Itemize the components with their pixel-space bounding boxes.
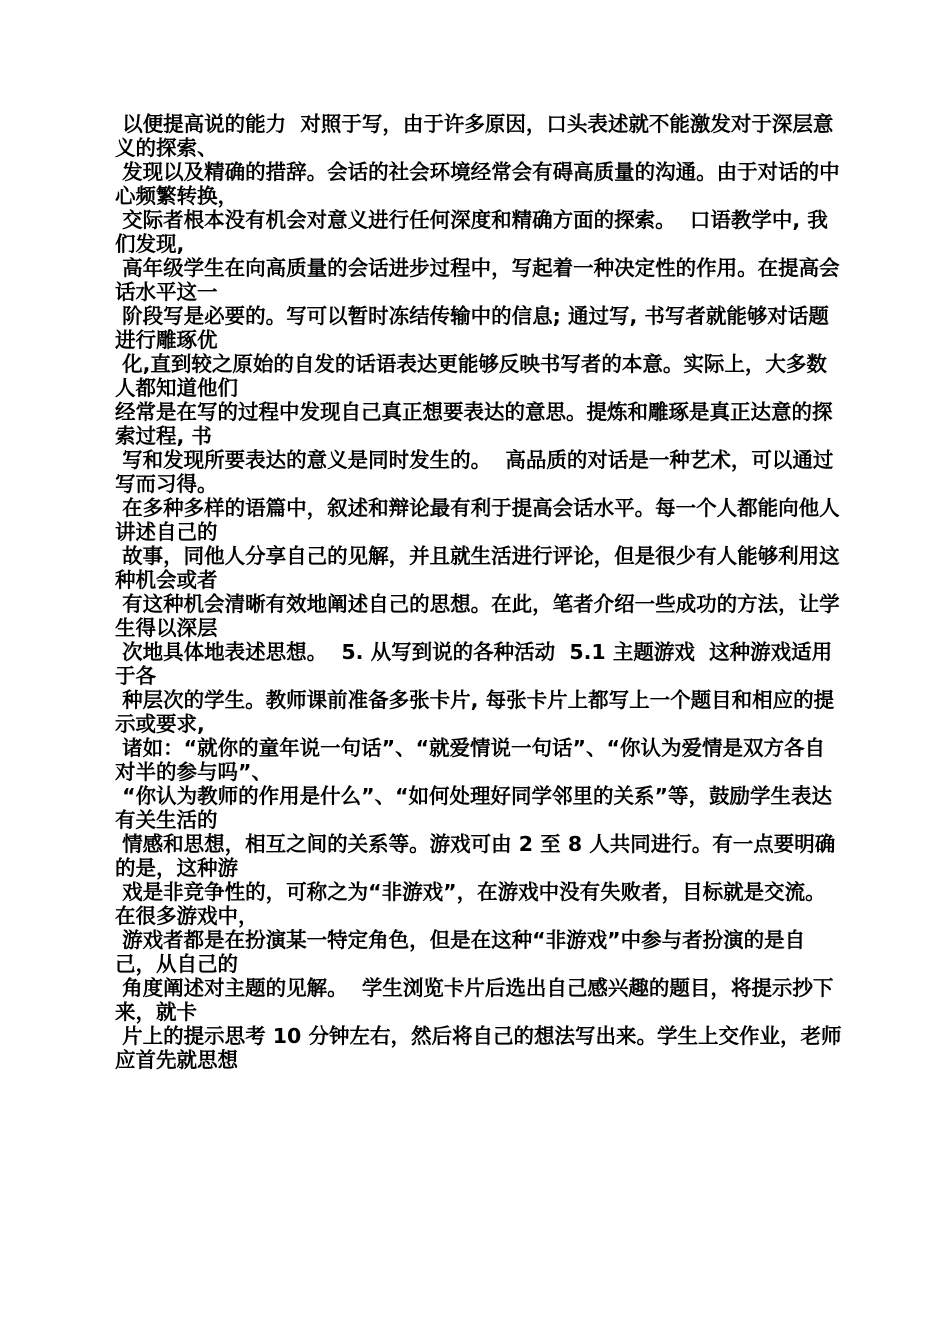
paragraph-2: 发现以及精确的措辞。会话的社会环境经常会有碍高质量的沟通。由于对话的中心频繁转换， bbox=[115, 160, 840, 208]
paragraph-13: 种层次的学生。教师课前准备多张卡片, 每张卡片上都写上一个题目和相应的提示或要求, bbox=[115, 688, 835, 736]
paragraph-18: 游戏者都是在扮演某一特定角色，但是在这种“非游戏”中参与者扮演的是自己，从自己的 bbox=[115, 928, 806, 976]
paragraph-17: 戏是非竞争性的，可称之为“非游戏”，在游戏中没有失败者，目标就是交流。在很多游戏中， bbox=[115, 880, 826, 928]
paragraph-3: 交际者根本没有机会对意义进行任何深度和精确方面的探索。 口语教学中, 我们发现, bbox=[115, 208, 828, 256]
paragraph-20: 片上的提示思考 10 分钟左右，然后将自己的想法写出来。学生上交作业，老师应首先就思想 bbox=[115, 1024, 842, 1072]
paragraph-1: 以便提高说的能力 对照于写，由于许多原因，口头表述就不能激发对于深层意义的探索、 bbox=[115, 112, 834, 160]
paragraph-6: 化,直到较之原始的自发的话语表达更能够反映书写者的本意。实际上，大多数人都知道他们 bbox=[115, 352, 827, 400]
paragraph-14: 诸如：“就你的童年说一句话”、“就爱情说一句话”、“你认为爱情是双方各自对半的参与吗”、 bbox=[115, 736, 826, 784]
paragraph-9: 在多种多样的语篇中，叙述和辩论最有利于提高会话水平。每一个人都能向他人讲述自己的 bbox=[115, 496, 840, 544]
document-page bbox=[115, 112, 845, 1072]
paragraph-11: 有这种机会清晰有效地阐述自己的思想。在此，笔者介绍一些成功的方法，让学生得以深层 bbox=[115, 592, 840, 640]
paragraph-4: 高年级学生在向高质量的会话进步过程中，写起着一种决定性的作用。在提高会话水平这一 bbox=[115, 256, 840, 304]
paragraph-7: 经常是在写的过程中发现自己真正想要表达的意思。提炼和雕琢是真正达意的探索过程, 书 bbox=[115, 400, 833, 448]
paragraph-16: 情感和思想，相互之间的关系等。游戏可由 2 至 8 人共同进行。有一点要明确的是，这种游 bbox=[115, 832, 836, 880]
paragraph-10: 故事，同他人分享自己的见解，并且就生活进行评论，但是很少有人能够利用这种机会或者 bbox=[115, 544, 840, 592]
paragraph-19: 角度阐述对主题的见解。 学生浏览卡片后选出自己感兴趣的题目，将提示抄下来，就卡 bbox=[115, 976, 834, 1024]
paragraph-12: 次地具体地表述思想。 5. 从写到说的各种活动 5.1 主题游戏 这种游戏适用于各 bbox=[115, 640, 833, 688]
paragraph-15: “你认为教师的作用是什么”、“如何处理好同学邻里的关系”等，鼓励学生表达有关生活的 bbox=[115, 784, 833, 832]
paragraph-5: 阶段写是必要的。写可以暂时冻结传输中的信息; 通过写, 书写者就能够对话题进行雕琢优 bbox=[115, 304, 829, 352]
paragraph-8: 写和发现所要表达的意义是同时发生的。 高品质的对话是一种艺术，可以通过写而习得。 bbox=[115, 448, 834, 496]
